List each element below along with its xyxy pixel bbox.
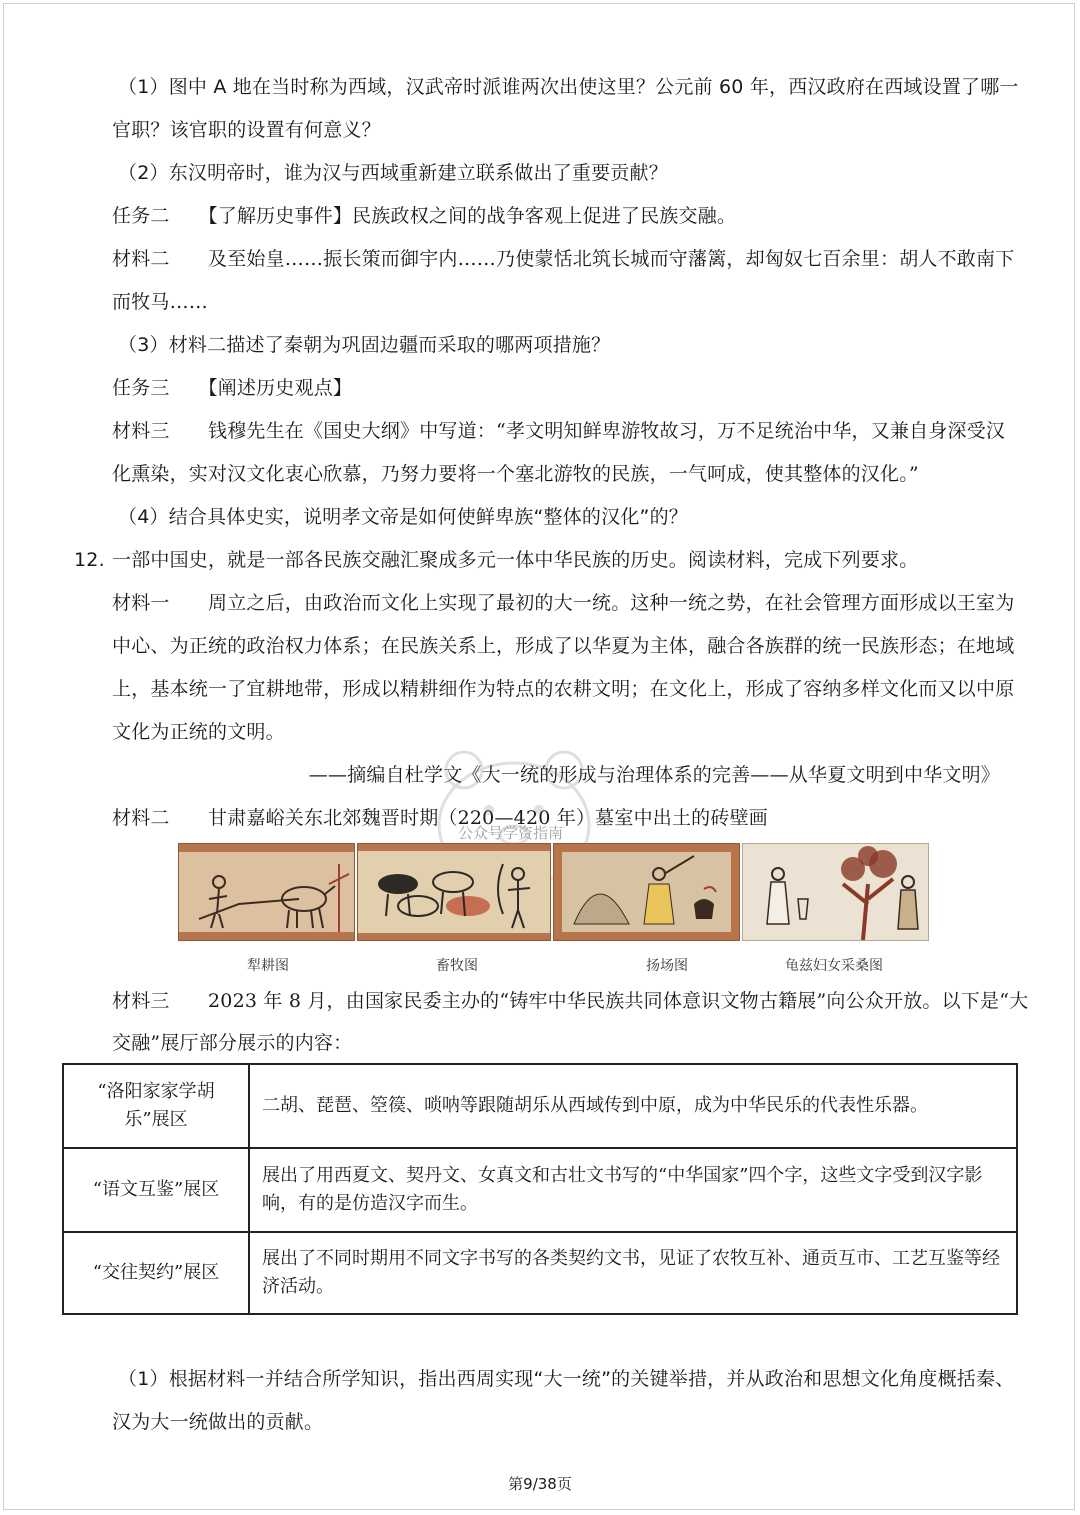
q12-part1-line2: 汉为大一统做出的贡献。 xyxy=(112,1411,324,1433)
material2-line1: 材料二 及至始皇……振长策而御宇内……乃使蒙恬北筑长城而守藩篱，却匈奴七百余里：胡人不敢南下 xyxy=(112,248,1015,270)
q11-part4: （4）结合具体史实，说明孝文帝是如何使鲜卑族“整体的汉化”的？ xyxy=(118,506,688,528)
caption-mulberry: 龟兹妇女采桑图 xyxy=(785,958,883,974)
q11-part3: （3）材料二描述了秦朝为巩固边疆而采取的哪两项措施？ xyxy=(118,334,611,356)
material2-line2: 而牧马…… xyxy=(112,291,209,313)
caption-winnowing: 扬场图 xyxy=(646,958,688,974)
material3-line1: 材料三 钱穆先生在《国史大纲》中写道：“孝文明知鲜卑游牧故习，万不足统治中华，又兼自身深受汉 xyxy=(112,420,1006,442)
q12-material3-line1: 材料三 2023 年 8 月，由国家民委主办的“铸牢中华民族共同体意识文物古籍展”向公众开放。以下是“大 xyxy=(112,990,1029,1012)
q12-part1-line1: （1）根据材料一并结合所学知识，指出西周实现“大一统”的关键举措，并从政治和思想文化角度概括秦、 xyxy=(118,1368,1015,1390)
q12-material2: 材料二 甘肃嘉峪关东北郊魏晋时期（220—420 年）墓室中出土的砖壁画 xyxy=(112,807,768,829)
task3-heading: 任务三 【阐述历史观点】 xyxy=(112,377,353,399)
table-row xyxy=(63,1232,1017,1314)
q12-material1-line3: 上，基本统一了宜耕地带，形成以精耕细作为特点的农耕文明；在文化上，形成了容纳多样文化而又以中原 xyxy=(112,678,1015,700)
table-cell-content: 二胡、琵琶、箜篌、唢呐等跟随胡乐从西域传到中原，成为中华民乐的代表性乐器。 xyxy=(249,1064,1017,1148)
table-row xyxy=(63,1148,1017,1232)
q12-number: 12. xyxy=(74,549,105,571)
q12-material1-line1: 材料一 周立之后，由政治而文化上实现了最初的大一统。这种一统之势，在社会管理方面形成以王室为 xyxy=(112,592,1015,614)
table-cell-zone: “交往契约”展区 xyxy=(63,1232,249,1314)
q11-part1-line2: 官职？该官职的设置有何意义？ xyxy=(112,119,381,141)
mural-winnowing-image xyxy=(553,843,740,941)
table-row xyxy=(63,1064,1017,1148)
q11-part2: （2）东汉明帝时，谁为汉与西域重新建立联系做出了重要贡献？ xyxy=(118,162,668,184)
table-cell-zone: “洛阳家家学胡乐”展区 xyxy=(63,1064,249,1148)
table-cell-content: 展出了用西夏文、契丹文、女真文和古壮文书写的“中华国家”四个字，这些文字受到汉字影响，有的是仿造汉字而生。 xyxy=(249,1148,1017,1232)
mural-mulberry-image xyxy=(742,843,929,941)
q12-material1-line4: 文化为正统的文明。 xyxy=(112,721,285,743)
mural-plowing-image xyxy=(178,843,355,941)
task2-heading: 任务二 【了解历史事件】民族政权之间的战争客观上促进了民族交融。 xyxy=(112,205,737,227)
caption-herding: 畜牧图 xyxy=(436,958,478,974)
q12-stem: 一部中国史，就是一部各民族交融汇聚成多元一体中华民族的历史。阅读材料，完成下列要求。 xyxy=(112,549,919,571)
q12-material1-line2: 中心、为正统的政治权力体系；在民族关系上，形成了以华夏为主体，融合各族群的统一民族形态；在地域 xyxy=(112,635,1015,657)
mural-herding-image xyxy=(357,843,551,941)
watermark-text: 公众号学资指南 xyxy=(458,824,564,842)
q12-material1-source: ——摘编自杜学文《大一统的形成与治理体系的完善——从华夏文明到中华文明》 xyxy=(308,764,1000,786)
table-cell-content: 展出了不同时期用不同文字书写的各类契约文书，见证了农牧互补、通贡互市、工艺互鉴等经济活动。 xyxy=(249,1232,1017,1314)
q12-material3-line2: 交融”展厅部分展示的内容： xyxy=(112,1032,353,1054)
q11-part1-line1: （1）图中 A 地在当时称为西域，汉武帝时派谁两次出使这里？公元前 60 年，西汉政府在西域设置了哪一 xyxy=(118,76,1019,98)
caption-plowing: 犁耕图 xyxy=(247,958,289,974)
material3-line2: 化熏染，实对汉文化衷心欣慕，乃努力要将一个塞北游牧的民族，一气呵成，使其整体的汉化。” xyxy=(112,463,919,485)
exhibit-table xyxy=(62,1063,1018,1315)
table-cell-zone: “语文互鉴”展区 xyxy=(63,1148,249,1232)
page-number: 第9/38页 xyxy=(508,1475,572,1493)
